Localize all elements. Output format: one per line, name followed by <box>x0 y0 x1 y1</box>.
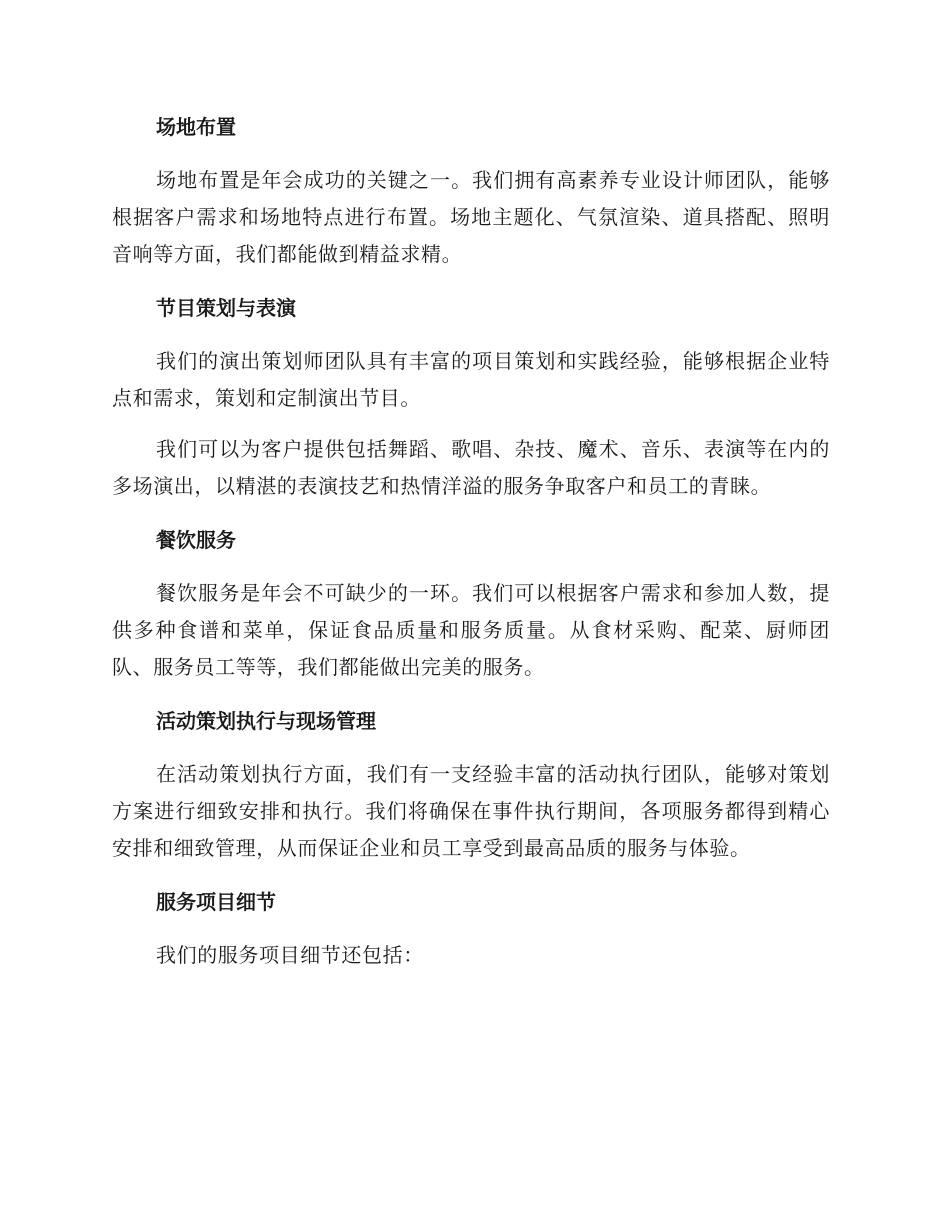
venue-paragraph: 场地布置是年会成功的关键之一。我们拥有高素养专业设计师团队，能够根据客户需求和场地特点进行布置。场地主题化、气氛渲染、道具搭配、照明音响等方面，我们都能做到精益求精。 <box>112 168 830 266</box>
document-page <box>112 106 830 974</box>
section-heading-execution: 活动策划执行与现场管理 <box>156 709 376 733</box>
program-paragraph-1: 我们的演出策划师团队具有丰富的项目策划和实践经验，能够根据企业特点和需求，策划和定制演出节目。 <box>112 349 830 410</box>
section-heading-catering: 餐饮服务 <box>156 528 236 552</box>
program-paragraph-2: 我们可以为客户提供包括舞蹈、歌唱、杂技、魔术、音乐、表演等在内的多场演出，以精湛的表演技艺和热情洋溢的服务争取客户和员工的青睐。 <box>112 437 830 498</box>
execution-paragraph: 在活动策划执行方面，我们有一支经验丰富的活动执行团队，能够对策划方案进行细致安排和执行。我们将确保在事件执行期间，各项服务都得到精心安排和细致管理，从而保证企业和员工享受到最高品质的服务与体验。 <box>112 762 830 860</box>
section-heading-details: 服务项目细节 <box>156 890 276 914</box>
details-paragraph: 我们的服务项目细节还包括： <box>156 943 424 967</box>
section-heading-program: 节目策划与表演 <box>156 296 296 320</box>
catering-paragraph: 餐饮服务是年会不可缺少的一环。我们可以根据客户需求和参加人数，提供多种食谱和菜单，保证食品质量和服务质量。从食材采购、配菜、厨师团队、服务员工等等，我们都能做出完美的服务。 <box>112 581 830 679</box>
section-heading-venue: 场地布置 <box>156 115 236 139</box>
